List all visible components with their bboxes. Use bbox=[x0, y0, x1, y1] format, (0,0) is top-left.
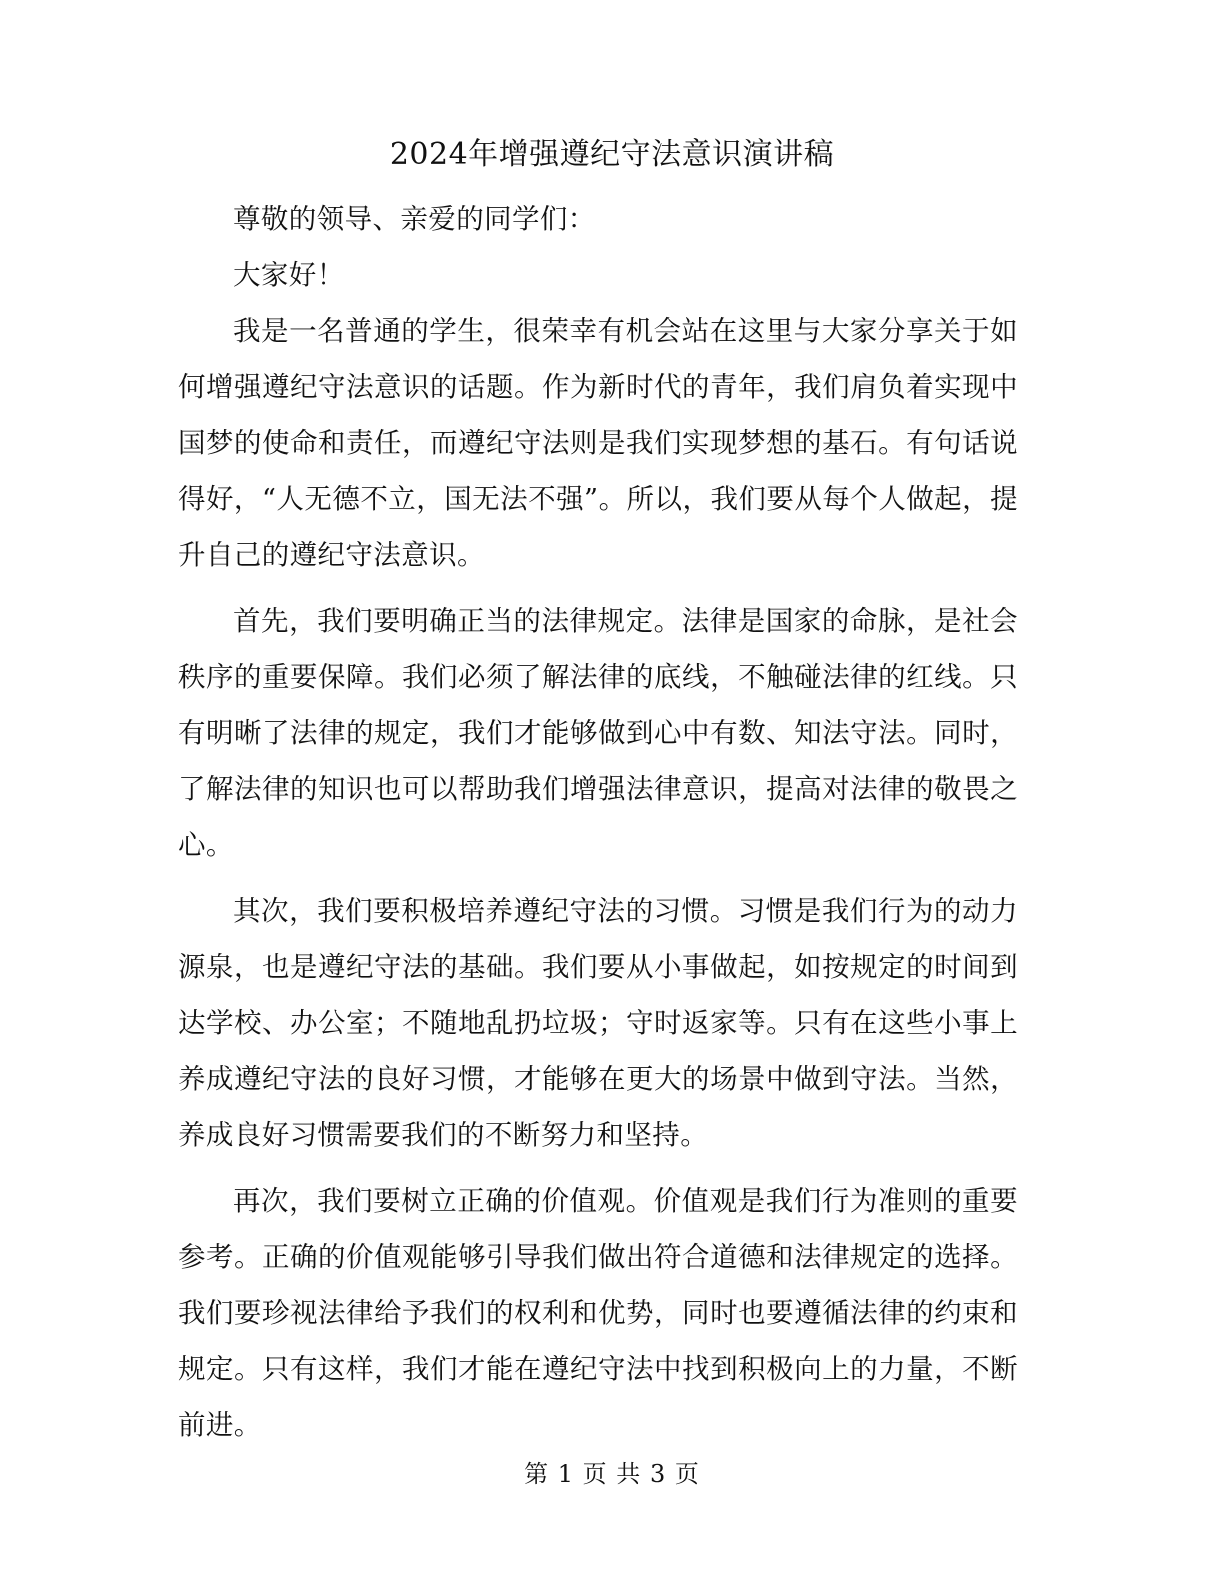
intro-paragraph: 我是一名普通的学生，很荣幸有机会站在这里与大家分享关于如何增强遵纪守法意识的话题。作为新时代的青年，我们肩负着实现中国梦的使命和责任，而遵纪守法则是我们实现梦想的基石。有句话说得好，“人无德不立，国无法不强”。所以，我们要从每个人做起，提升自己的遵纪守法意识。 bbox=[178, 315, 1018, 571]
greeting: 大家好！ bbox=[233, 259, 345, 291]
paragraph-second-point: 其次，我们要积极培养遵纪守法的习惯。习惯是我们行为的动力源泉，也是遵纪守法的基础。我们要从小事做起，如按规定的时间到达学校、办公室；不随地乱扔垃圾；守时返家等。只有在这些小事上养成遵纪守法的良好习惯，才能够在更大的场景中做到守法。当然，养成良好习惯需要我们的不断努力和坚持。 bbox=[178, 895, 1018, 1151]
page-title: 2024年增强遵纪守法意识演讲稿 bbox=[389, 137, 835, 172]
page-number-footer: 第 1 页 共 3 页 bbox=[524, 1460, 700, 1488]
paragraph-third-point: 再次，我们要树立正确的价值观。价值观是我们行为准则的重要参考。正确的价值观能够引导我们做出符合道德和法律规定的选择。我们要珍视法律给予我们的权利和优势，同时也要遵循法律的约束和规定。只有这样，我们才能在遵纪守法中找到积极向上的力量，不断前进。 bbox=[178, 1185, 1018, 1441]
salutation: 尊敬的领导、亲爱的同学们： bbox=[233, 203, 596, 235]
paragraph-first-point: 首先，我们要明确正当的法律规定。法律是国家的命脉，是社会秩序的重要保障。我们必须了解法律的底线，不触碰法律的红线。只有明晰了法律的规定，我们才能够做到心中有数、知法守法。同时，了解法律的知识也可以帮助我们增强法律意识，提高对法律的敬畏之心。 bbox=[178, 605, 1018, 861]
document-body bbox=[178, 191, 1018, 1453]
